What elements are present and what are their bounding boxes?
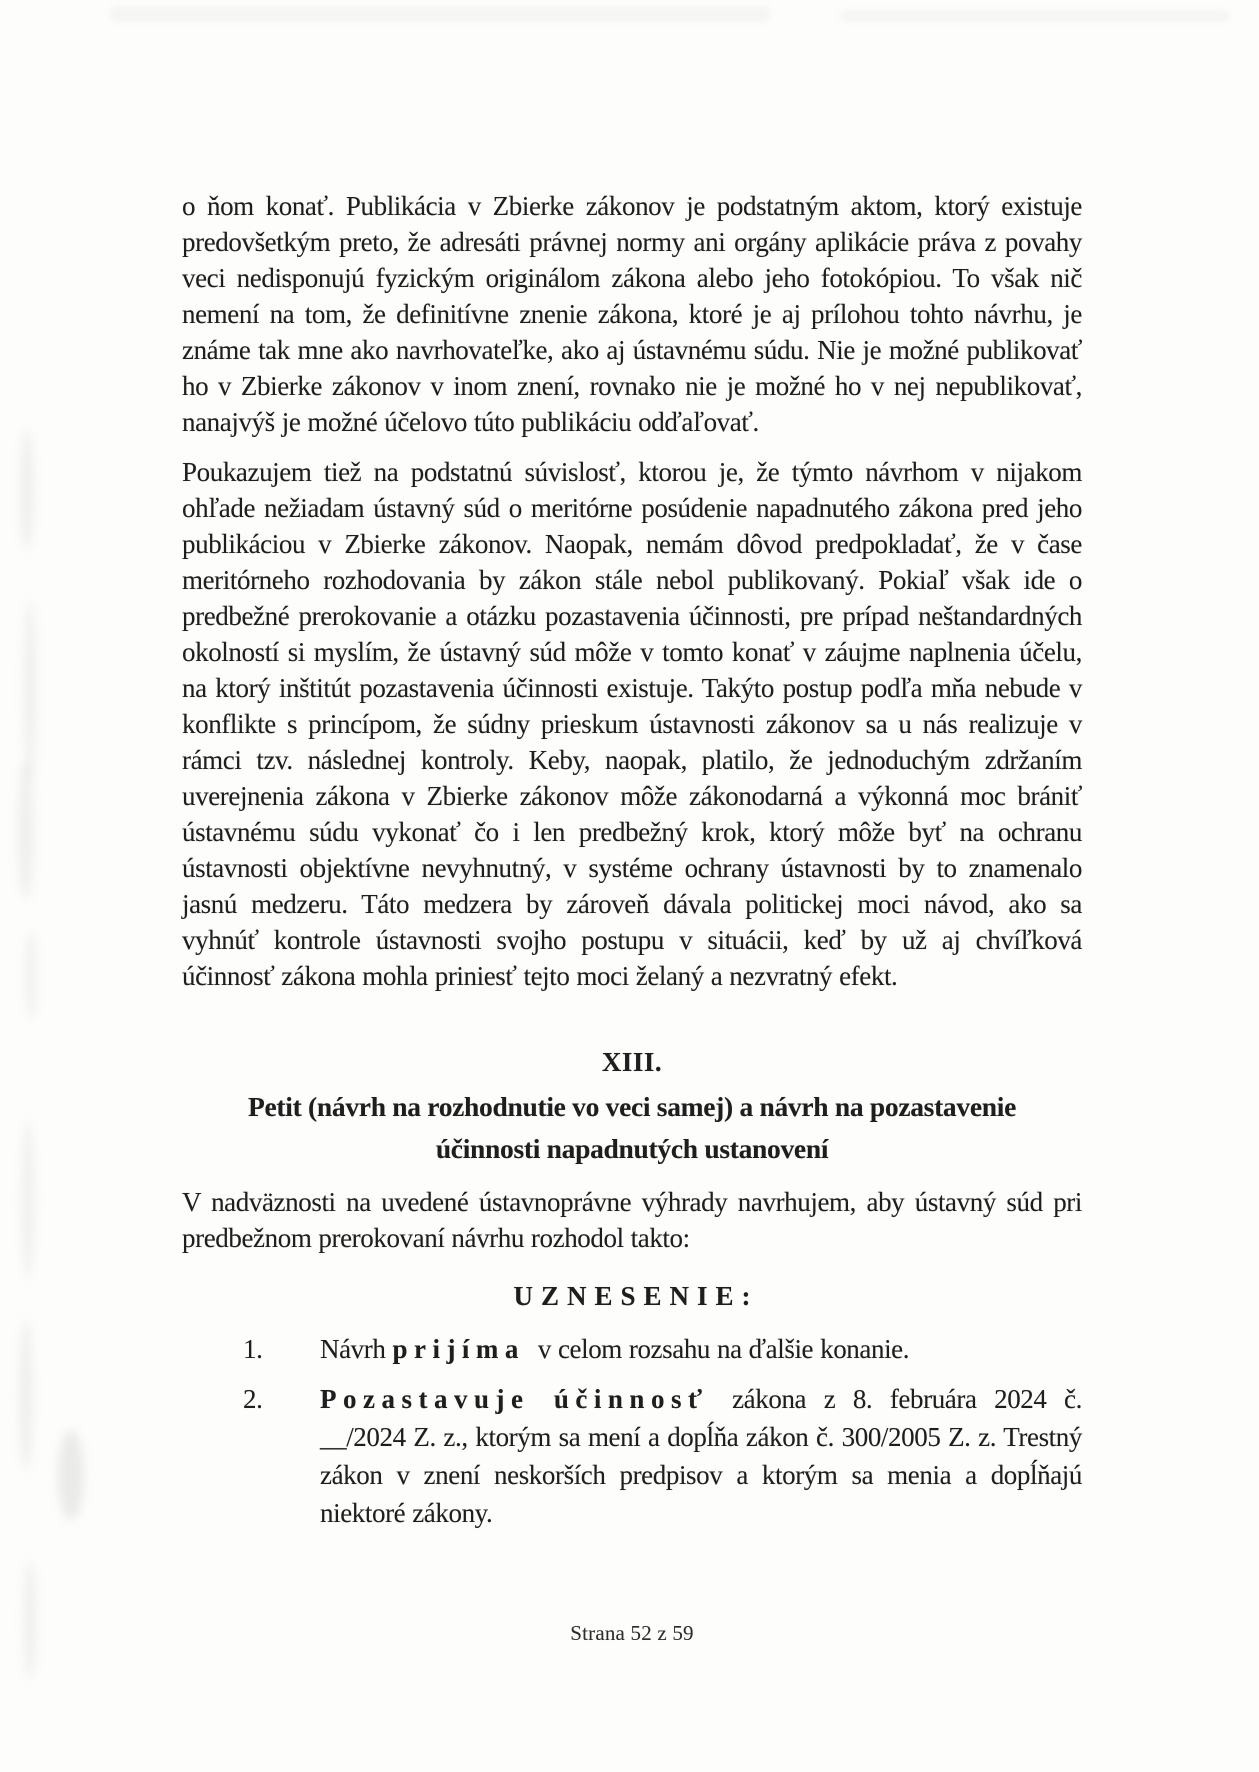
section-title-line-1: Petit (návrh na rozhodnutie vo veci samej) a návrh na pozastavenie	[248, 1091, 1016, 1122]
scan-artifact	[24, 600, 36, 780]
list-item-1-emphasis: prijíma	[392, 1334, 525, 1364]
document-content	[182, 188, 1082, 1532]
paragraph-publication: o ňom konať. Publikácia v Zbierke zákonov je podstatným aktom, ktorý existuje predovšetkým preto, že adresáti právnej normy ani orgány aplikácie práva z povahy veci nedisponujú fyzickým originálom zákona alebo jeho fotokópiou. To však nič nemení na tom, že definitívne znenie zákona, ktoré je aj prílohou tohto návrhu, je známe tak mne ako navrhovateľke, ako aj ústavnému súdu. Nie je možné publikovať ho v Zbierke zákonov v inom znení, rovnako nie je možné ho v nej nepublikovať, nanajvýš je možné účelovo túto publikáciu odďaľovať.	[182, 191, 1082, 437]
list-item-1	[182, 1330, 1082, 1368]
scan-artifact	[26, 930, 36, 1020]
list-item-2-post: zákona z 8. februára 2024 č. __/2024 Z. z., ktorým sa mení a dopĺňa zákon č. 300/2005 Z. z. Trestný zákon v znení neskorších predpisov a ktorým sa menia a dopĺňajú niektoré zákony.	[320, 1384, 1082, 1528]
scan-artifact	[19, 1320, 33, 1470]
list-item-2-text	[320, 1384, 1082, 1528]
paragraph-intro: V nadväznosti na uvedené ústavnoprávne výhrady navrhujem, aby ústavný súd pri predbežnom prerokovaní návrhu rozhodol takto:	[182, 1187, 1082, 1253]
scan-artifact	[20, 430, 34, 550]
list-item-2	[182, 1380, 1082, 1532]
section-title	[182, 1086, 1082, 1170]
resolution-list	[182, 1330, 1082, 1532]
section-title-line-2: účinnosti napadnutých ustanovení	[435, 1133, 829, 1164]
page-number: Strana 52 z 59	[570, 1621, 694, 1645]
list-item-1-post: v celom rozsahu na ďalšie konanie.	[537, 1334, 910, 1364]
list-item-2-emphasis: Pozastavuje účinnosť	[320, 1384, 709, 1414]
scan-artifact	[24, 1560, 36, 1680]
scan-artifact	[840, 10, 1230, 22]
list-item-2-number: 2.	[243, 1384, 263, 1414]
scan-artifact	[110, 6, 770, 22]
resolution-heading: UZNESENIE:	[513, 1281, 759, 1311]
section-number-heading: XIII.	[601, 1047, 663, 1077]
scan-artifact	[18, 760, 34, 900]
scan-artifact	[22, 1120, 34, 1280]
list-item-1-number: 1.	[243, 1334, 263, 1364]
paragraph-context: Poukazujem tiež na podstatnú súvislosť, ktorou je, že týmto návrhom v nijakom ohľade nežiadam ústavný súd o meritórne posúdenie napadnutého zákona pred jeho publikáciou v Zbierke zákonov. Naopak, nemám dôvod predpokladať, že v čase meritórneho rozhodovania by zákon stále nebol publikovaný. Pokiaľ však ide o predbežné prerokovanie a otázku pozastavenia účinnosti, pre prípad neštandardných okolností si myslím, že ústavný súd môže v tomto konať v záujme naplnenia účelu, na ktorý inštitút pozastavenia účinnosti existuje. Takýto postup podľa mňa nebude v konflikte s princípom, že súdny prieskum ústavnosti zákonov sa u nás realizuje v rámci tzv. následnej kontroly. Keby, naopak, platilo, že jednoduchým zdržaním uverejnenia zákona v Zbierke zákonov môže zákonodarná a výkonná moc brániť ústavnému súdu vykonať čo i len predbežný krok, ktorý môže byť na ochranu ústavnosti objektívne nevyhnutný, v systéme ochrany ústavnosti by to znamenalo jasnú medzeru. Táto medzera by zároveň dávala politickej moci návod, ako sa vyhnúť kontrole ústavnosti svojho postupu v situácii, keď by už aj chvíľková účinnosť zákona mohla priniesť tejto moci želaný a nezvratný efekt.	[182, 457, 1082, 991]
scan-artifact	[58, 1430, 84, 1520]
list-item-1-text	[320, 1334, 909, 1364]
list-item-1-pre: Návrh	[320, 1334, 386, 1364]
